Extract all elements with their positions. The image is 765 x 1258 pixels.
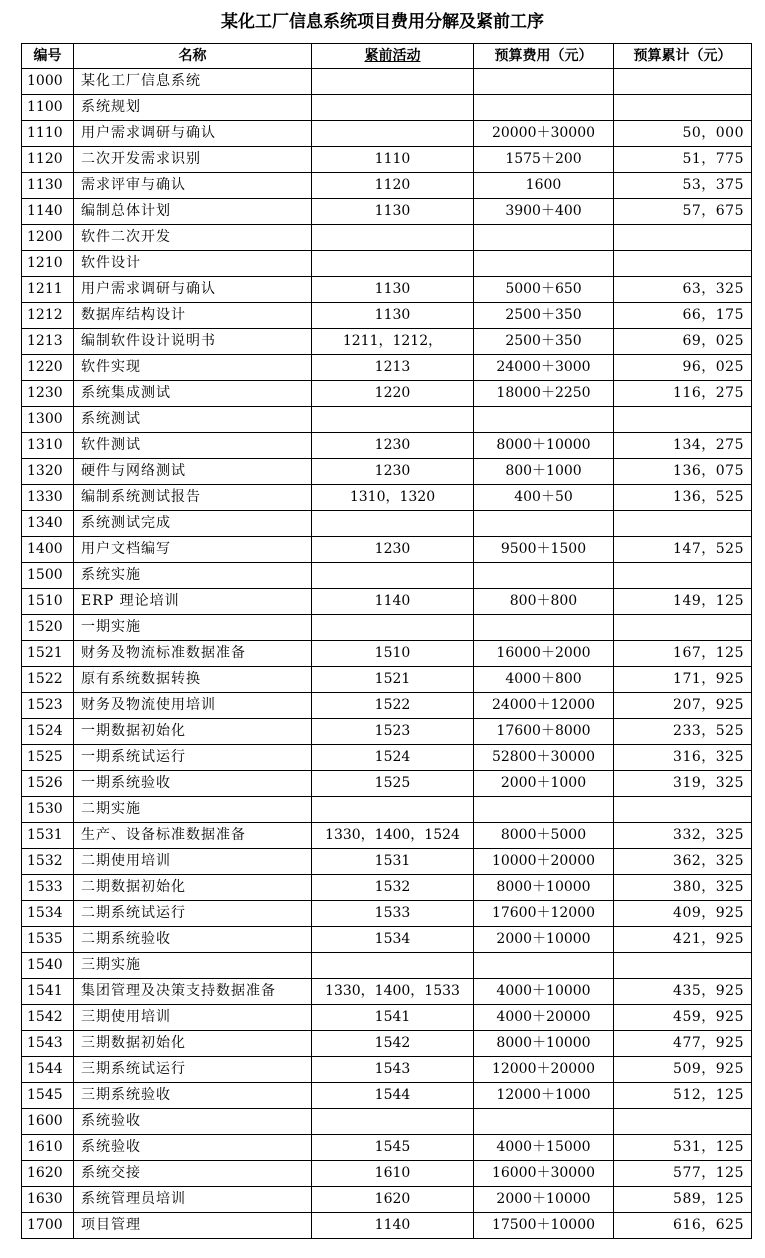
cell-cumulative: 63，325 <box>614 277 752 303</box>
table-row <box>22 303 752 329</box>
cell-id: 1212 <box>22 303 74 329</box>
cell-id: 1540 <box>22 953 74 979</box>
cell-id: 1120 <box>22 147 74 173</box>
cell-predecessor: 1523 <box>312 719 474 745</box>
table-row <box>22 667 752 693</box>
cell-id: 1130 <box>22 173 74 199</box>
table-row <box>22 121 752 147</box>
cell-name: 软件二次开发 <box>74 225 312 251</box>
cell-id: 1610 <box>22 1135 74 1161</box>
cell-budget: 2000＋10000 <box>474 1187 614 1213</box>
cell-cumulative: 319，325 <box>614 771 752 797</box>
cell-budget <box>474 407 614 433</box>
cell-cumulative <box>614 615 752 641</box>
cell-name: 用户需求调研与确认 <box>74 121 312 147</box>
cell-name: 二次开发需求识别 <box>74 147 312 173</box>
cell-predecessor: 1330，1400，1533 <box>312 979 474 1005</box>
cell-id: 1140 <box>22 199 74 225</box>
table-row <box>22 199 752 225</box>
cell-predecessor <box>312 953 474 979</box>
cell-budget <box>474 615 614 641</box>
cell-budget: 18000＋2250 <box>474 381 614 407</box>
cell-predecessor <box>312 225 474 251</box>
table-row <box>22 1213 752 1239</box>
cell-cumulative: 66，175 <box>614 303 752 329</box>
cell-name: 软件测试 <box>74 433 312 459</box>
cell-id: 1510 <box>22 589 74 615</box>
cell-predecessor <box>312 251 474 277</box>
cell-id: 1542 <box>22 1005 74 1031</box>
cell-cumulative: 134，275 <box>614 433 752 459</box>
cell-cumulative: 50，000 <box>614 121 752 147</box>
cell-predecessor <box>312 121 474 147</box>
table-row <box>22 823 752 849</box>
cell-cumulative: 435，925 <box>614 979 752 1005</box>
cell-cumulative: 167，125 <box>614 641 752 667</box>
cell-name: 财务及物流标准数据准备 <box>74 641 312 667</box>
cell-budget: 800＋1000 <box>474 459 614 485</box>
cell-predecessor: 1130 <box>312 277 474 303</box>
cell-budget: 2500＋350 <box>474 303 614 329</box>
cell-predecessor: 1140 <box>312 1213 474 1239</box>
cell-id: 1700 <box>22 1213 74 1239</box>
cell-name: 二期系统验收 <box>74 927 312 953</box>
table-row <box>22 381 752 407</box>
cell-id: 1620 <box>22 1161 74 1187</box>
cell-predecessor: 1543 <box>312 1057 474 1083</box>
cell-cumulative: 57，675 <box>614 199 752 225</box>
cell-cumulative <box>614 1109 752 1135</box>
cell-cumulative <box>614 511 752 537</box>
table-row <box>22 511 752 537</box>
cell-predecessor: 1110 <box>312 147 474 173</box>
cell-budget: 17500＋10000 <box>474 1213 614 1239</box>
cell-name: 生产、设备标准数据准备 <box>74 823 312 849</box>
cell-id: 1544 <box>22 1057 74 1083</box>
table-row <box>22 407 752 433</box>
cell-id: 1500 <box>22 563 74 589</box>
cell-name: 三期实施 <box>74 953 312 979</box>
table-row <box>22 173 752 199</box>
cell-id: 1230 <box>22 381 74 407</box>
cell-predecessor: 1545 <box>312 1135 474 1161</box>
cell-budget: 52800＋30000 <box>474 745 614 771</box>
cell-name: 系统集成测试 <box>74 381 312 407</box>
cell-id: 1523 <box>22 693 74 719</box>
cell-budget: 1600 <box>474 173 614 199</box>
table-row <box>22 1109 752 1135</box>
cell-cumulative: 207，925 <box>614 693 752 719</box>
cell-name: 数据库结构设计 <box>74 303 312 329</box>
cell-id: 1543 <box>22 1031 74 1057</box>
cell-predecessor <box>312 563 474 589</box>
cell-predecessor: 1213 <box>312 355 474 381</box>
table-row <box>22 901 752 927</box>
cell-predecessor: 1220 <box>312 381 474 407</box>
table-row <box>22 563 752 589</box>
header-name: 名称 <box>74 44 312 69</box>
cell-id: 1521 <box>22 641 74 667</box>
header-id: 编号 <box>22 44 74 69</box>
cell-budget <box>474 563 614 589</box>
cell-predecessor: 1211，1212， <box>312 329 474 355</box>
cell-cumulative: 116，275 <box>614 381 752 407</box>
cell-cumulative <box>614 563 752 589</box>
cell-cumulative: 96，025 <box>614 355 752 381</box>
cell-budget: 9500＋1500 <box>474 537 614 563</box>
cell-name: 二期实施 <box>74 797 312 823</box>
cell-id: 1211 <box>22 277 74 303</box>
cell-budget: 8000＋10000 <box>474 875 614 901</box>
cell-name: 三期系统试运行 <box>74 1057 312 1083</box>
table-row <box>22 1187 752 1213</box>
cell-name: 软件设计 <box>74 251 312 277</box>
cell-name: 硬件与网络测试 <box>74 459 312 485</box>
table-row <box>22 433 752 459</box>
cell-id: 1526 <box>22 771 74 797</box>
cell-name: 某化工厂信息系统 <box>74 69 312 95</box>
cell-name: 集团管理及决策支持数据准备 <box>74 979 312 1005</box>
cell-budget: 20000＋30000 <box>474 121 614 147</box>
cell-cumulative <box>614 797 752 823</box>
cell-budget: 17600＋12000 <box>474 901 614 927</box>
cell-cumulative <box>614 251 752 277</box>
cell-cumulative <box>614 407 752 433</box>
cell-id: 1400 <box>22 537 74 563</box>
table-row <box>22 693 752 719</box>
cell-name: 三期使用培训 <box>74 1005 312 1031</box>
cell-name: 二期系统试运行 <box>74 901 312 927</box>
cell-cumulative <box>614 95 752 121</box>
cell-id: 1630 <box>22 1187 74 1213</box>
cell-budget: 800＋800 <box>474 589 614 615</box>
cell-name: 系统验收 <box>74 1109 312 1135</box>
header-cumulative: 预算累计（元） <box>614 44 752 69</box>
cell-id: 1340 <box>22 511 74 537</box>
table-row <box>22 797 752 823</box>
cell-id: 1110 <box>22 121 74 147</box>
page-title: 某化工厂信息系统项目费用分解及紧前工序 <box>221 12 544 32</box>
cell-name: 二期使用培训 <box>74 849 312 875</box>
table-row <box>22 95 752 121</box>
cell-predecessor <box>312 69 474 95</box>
cell-budget: 24000＋12000 <box>474 693 614 719</box>
cell-cumulative: 149，125 <box>614 589 752 615</box>
cell-id: 1320 <box>22 459 74 485</box>
table-row <box>22 277 752 303</box>
cell-id: 1330 <box>22 485 74 511</box>
cell-name: 用户文档编写 <box>74 537 312 563</box>
cell-predecessor: 1620 <box>312 1187 474 1213</box>
cell-budget: 12000＋1000 <box>474 1083 614 1109</box>
header-predecessor-label: 紧前活动 <box>364 48 421 64</box>
cell-cumulative: 69，025 <box>614 329 752 355</box>
table-row <box>22 927 752 953</box>
cell-name: 三期数据初始化 <box>74 1031 312 1057</box>
cell-predecessor: 1541 <box>312 1005 474 1031</box>
cell-cumulative <box>614 225 752 251</box>
cell-budget <box>474 251 614 277</box>
cell-cumulative: 332，325 <box>614 823 752 849</box>
cell-budget: 2500＋350 <box>474 329 614 355</box>
cell-id: 1524 <box>22 719 74 745</box>
cell-predecessor <box>312 1109 474 1135</box>
table-row <box>22 1135 752 1161</box>
cell-cumulative: 616，625 <box>614 1213 752 1239</box>
cell-name: 财务及物流使用培训 <box>74 693 312 719</box>
cell-cumulative: 380，325 <box>614 875 752 901</box>
cell-cumulative: 577，125 <box>614 1161 752 1187</box>
cell-id: 1100 <box>22 95 74 121</box>
cell-cumulative: 171，925 <box>614 667 752 693</box>
cell-predecessor: 1610 <box>312 1161 474 1187</box>
cell-cumulative: 316，325 <box>614 745 752 771</box>
cell-cumulative: 589，125 <box>614 1187 752 1213</box>
table-body <box>22 69 752 1239</box>
header-budget: 预算费用（元） <box>474 44 614 69</box>
cell-cumulative: 362，325 <box>614 849 752 875</box>
cell-predecessor: 1534 <box>312 927 474 953</box>
cell-id: 1545 <box>22 1083 74 1109</box>
cell-id: 1000 <box>22 69 74 95</box>
cell-id: 1531 <box>22 823 74 849</box>
cell-id: 1533 <box>22 875 74 901</box>
cell-name: 一期系统验收 <box>74 771 312 797</box>
table-row <box>22 1083 752 1109</box>
cell-predecessor: 1130 <box>312 303 474 329</box>
cell-name: 系统规划 <box>74 95 312 121</box>
cell-cumulative: 531，125 <box>614 1135 752 1161</box>
cell-budget: 5000＋650 <box>474 277 614 303</box>
cell-name: 软件实现 <box>74 355 312 381</box>
cell-cumulative: 509，925 <box>614 1057 752 1083</box>
cell-id: 1522 <box>22 667 74 693</box>
table-row <box>22 745 752 771</box>
cell-predecessor <box>312 511 474 537</box>
cell-id: 1530 <box>22 797 74 823</box>
cell-cumulative: 421，925 <box>614 927 752 953</box>
table-row <box>22 537 752 563</box>
cell-cumulative <box>614 69 752 95</box>
cell-budget: 16000＋30000 <box>474 1161 614 1187</box>
cell-name: 用户需求调研与确认 <box>74 277 312 303</box>
cell-budget: 2000＋1000 <box>474 771 614 797</box>
cell-id: 1213 <box>22 329 74 355</box>
table-row <box>22 329 752 355</box>
cell-name: 原有系统数据转换 <box>74 667 312 693</box>
cell-budget: 4000＋10000 <box>474 979 614 1005</box>
cell-predecessor <box>312 615 474 641</box>
cell-budget <box>474 95 614 121</box>
cell-predecessor <box>312 95 474 121</box>
cell-budget <box>474 953 614 979</box>
cell-predecessor: 1140 <box>312 589 474 615</box>
cell-id: 1200 <box>22 225 74 251</box>
cell-cumulative <box>614 953 752 979</box>
cell-cumulative: 136，075 <box>614 459 752 485</box>
cell-name: 系统交接 <box>74 1161 312 1187</box>
table-row <box>22 589 752 615</box>
cost-breakdown-table <box>21 43 752 1239</box>
cell-predecessor: 1130 <box>312 199 474 225</box>
cell-budget: 4000＋20000 <box>474 1005 614 1031</box>
cell-cumulative: 477，925 <box>614 1031 752 1057</box>
cell-cumulative: 233，525 <box>614 719 752 745</box>
table-row <box>22 875 752 901</box>
cell-predecessor: 1532 <box>312 875 474 901</box>
cell-predecessor: 1330，1400，1524 <box>312 823 474 849</box>
cell-predecessor <box>312 797 474 823</box>
cell-name: 三期系统验收 <box>74 1083 312 1109</box>
cell-cumulative: 147，525 <box>614 537 752 563</box>
cell-predecessor: 1533 <box>312 901 474 927</box>
cell-budget: 24000＋3000 <box>474 355 614 381</box>
cell-budget: 4000＋15000 <box>474 1135 614 1161</box>
cell-id: 1535 <box>22 927 74 953</box>
cell-predecessor: 1230 <box>312 459 474 485</box>
cell-id: 1520 <box>22 615 74 641</box>
cell-budget <box>474 511 614 537</box>
cell-budget: 3900＋400 <box>474 199 614 225</box>
table-row <box>22 225 752 251</box>
cell-budget <box>474 225 614 251</box>
cell-predecessor: 1230 <box>312 537 474 563</box>
cell-predecessor: 1531 <box>312 849 474 875</box>
cell-predecessor: 1510 <box>312 641 474 667</box>
table-row <box>22 69 752 95</box>
cell-predecessor: 1120 <box>312 173 474 199</box>
cell-cumulative: 136，525 <box>614 485 752 511</box>
cell-name: 编制系统测试报告 <box>74 485 312 511</box>
cell-cumulative: 53，375 <box>614 173 752 199</box>
cell-budget: 16000＋2000 <box>474 641 614 667</box>
cell-cumulative: 459，925 <box>614 1005 752 1031</box>
table-row <box>22 1005 752 1031</box>
table-row <box>22 641 752 667</box>
table-row <box>22 459 752 485</box>
cell-budget: 10000＋20000 <box>474 849 614 875</box>
cell-predecessor <box>312 407 474 433</box>
table-row <box>22 953 752 979</box>
cell-predecessor: 1544 <box>312 1083 474 1109</box>
cell-budget <box>474 69 614 95</box>
cell-budget: 8000＋10000 <box>474 1031 614 1057</box>
cell-name: 编制软件设计说明书 <box>74 329 312 355</box>
cell-id: 1532 <box>22 849 74 875</box>
cell-id: 1210 <box>22 251 74 277</box>
cell-budget <box>474 1109 614 1135</box>
cell-name: 系统测试完成 <box>74 511 312 537</box>
cell-cumulative: 409，925 <box>614 901 752 927</box>
table-row <box>22 771 752 797</box>
table-row <box>22 251 752 277</box>
cell-id: 1525 <box>22 745 74 771</box>
header-predecessor <box>312 44 474 69</box>
cell-name: 系统实施 <box>74 563 312 589</box>
table-row <box>22 849 752 875</box>
cell-predecessor: 1230 <box>312 433 474 459</box>
cell-budget: 4000＋800 <box>474 667 614 693</box>
cell-id: 1310 <box>22 433 74 459</box>
table-row <box>22 979 752 1005</box>
cell-name: 一期实施 <box>74 615 312 641</box>
cell-cumulative: 51，775 <box>614 147 752 173</box>
cell-id: 1300 <box>22 407 74 433</box>
cell-id: 1534 <box>22 901 74 927</box>
cell-budget: 1575＋200 <box>474 147 614 173</box>
cell-budget: 400＋50 <box>474 485 614 511</box>
cell-name: 系统验收 <box>74 1135 312 1161</box>
table-row <box>22 147 752 173</box>
cell-name: 二期数据初始化 <box>74 875 312 901</box>
cell-budget: 2000＋10000 <box>474 927 614 953</box>
cell-predecessor: 1542 <box>312 1031 474 1057</box>
cell-name: 编制总体计划 <box>74 199 312 225</box>
cell-budget <box>474 797 614 823</box>
cell-name: 一期数据初始化 <box>74 719 312 745</box>
cell-name: 系统管理员培训 <box>74 1187 312 1213</box>
table-row <box>22 1031 752 1057</box>
table-row <box>22 1161 752 1187</box>
cell-budget: 17600＋8000 <box>474 719 614 745</box>
cell-cumulative: 512，125 <box>614 1083 752 1109</box>
table-row <box>22 485 752 511</box>
table-row <box>22 719 752 745</box>
table-header-row <box>22 44 752 69</box>
cell-predecessor: 1524 <box>312 745 474 771</box>
cell-name: 系统测试 <box>74 407 312 433</box>
cell-budget: 8000＋10000 <box>474 433 614 459</box>
cell-id: 1541 <box>22 979 74 1005</box>
cell-predecessor: 1310，1320 <box>312 485 474 511</box>
cell-budget: 12000＋20000 <box>474 1057 614 1083</box>
cell-predecessor: 1521 <box>312 667 474 693</box>
table-row <box>22 355 752 381</box>
cell-predecessor: 1522 <box>312 693 474 719</box>
cell-budget: 8000＋5000 <box>474 823 614 849</box>
cell-name: ERP 理论培训 <box>74 589 312 615</box>
cell-name: 项目管理 <box>74 1213 312 1239</box>
cell-id: 1220 <box>22 355 74 381</box>
cell-name: 需求评审与确认 <box>74 173 312 199</box>
table-row <box>22 1057 752 1083</box>
cell-predecessor: 1525 <box>312 771 474 797</box>
table-row <box>22 615 752 641</box>
cell-name: 一期系统试运行 <box>74 745 312 771</box>
cell-id: 1600 <box>22 1109 74 1135</box>
